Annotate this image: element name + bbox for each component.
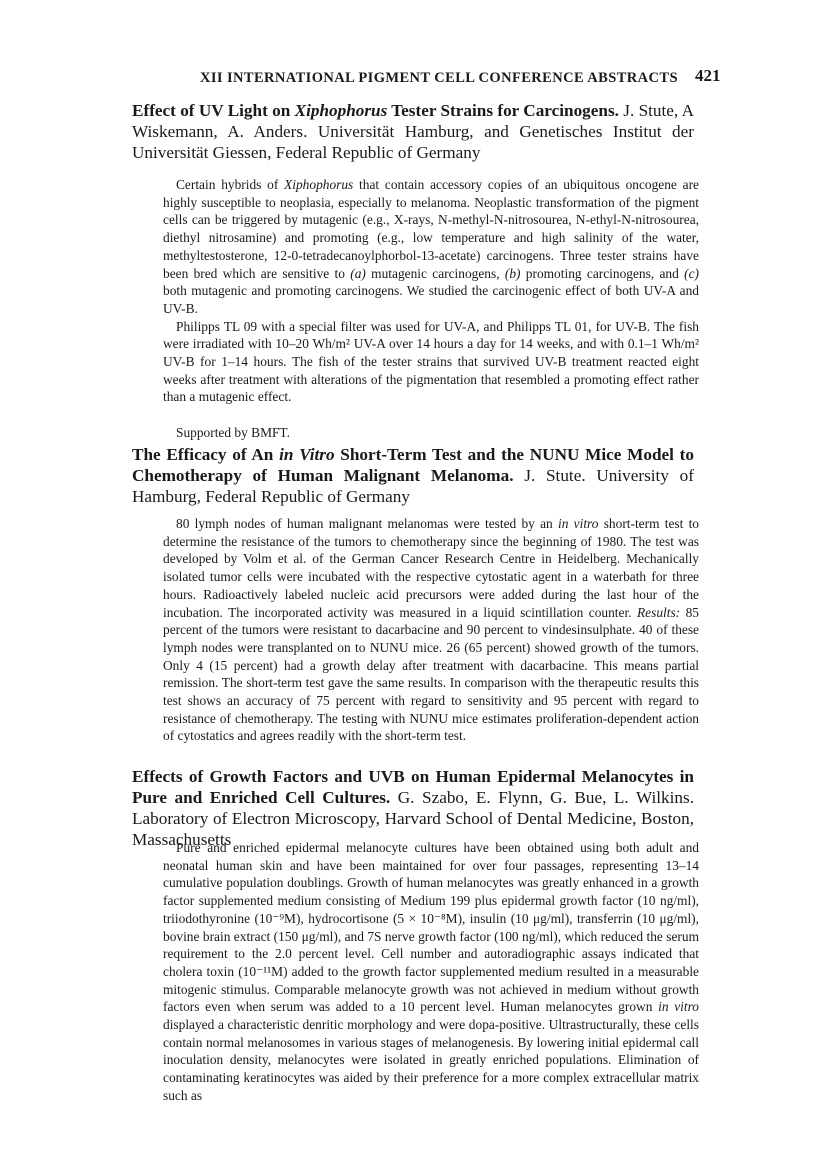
italic-run: Xiphophorus bbox=[284, 177, 354, 192]
italic-run: (b) bbox=[504, 265, 521, 281]
abstract-1-title-italic: Xiphophorus bbox=[294, 101, 388, 120]
abstract-2-title-italic: in Vitro bbox=[279, 445, 335, 464]
text-run: displayed a characteristic denritic morphology and were dopa-positive. Ultrastructurally, these cells contain normal melanosomes in various stages of melanogenesis. By lowering initial epidermal call inoculation density, melanocytes were isolated in greatly enriched populations. Elimination of contaminating keratinocytes was aided by their preference for a more complex extracellular matrix such as bbox=[163, 1017, 699, 1103]
italic-run: Results: bbox=[637, 604, 681, 620]
abstract-2-title bbox=[132, 444, 694, 507]
abstract-1-title-part-b: Tester Strains for Carcinogens. bbox=[387, 101, 619, 120]
abstract-3-title-text: Effects of Growth Factors and UVB on Human Epidermal Melanocytes in Pure and Enriched Cell Cultures. bbox=[132, 767, 694, 807]
text-run: promoting carcinogens, and bbox=[520, 265, 685, 281]
text-run: Pure and enriched epidermal melanocyte cultures have been obtained using both adult and neonatal human skin and have been maintained for over four passages, representing 13–14 cumulative population doublings. Growth of human melanocytes was greatly enhanced in a growth factor supplemented medium consisting of Medium 199 plus epidermal growth factor (10 ng/ml), triiodothyronine (10⁻⁹M), hydrocortisone (5 × 10⁻⁸M), insulin (10 μg/ml), transferrin (10 μg/ml), bovine brain extract (150 μg/ml), and 7S nerve growth factor (100 ng/ml), which reduced the serum requirement to the 2.0 percent level. Cell number and autoradiographic assays indicated that cholera toxin (10⁻¹¹M) added to the growth factor supplemented medium resulted in a measurable mitogenic stimulus. Comparable melanocyte growth was not achieved in medium without growth factors even when serum was added to a 10 percent level. Human melanocytes grown bbox=[163, 840, 699, 1015]
abstract-1-support: Supported by BMFT. bbox=[176, 425, 290, 441]
abstract-1-title-part-a: Effect of UV Light on bbox=[132, 101, 295, 120]
abstract-1-body bbox=[163, 176, 699, 442]
abstract-1-paragraph-1 bbox=[163, 176, 699, 318]
abstract-3-title bbox=[132, 766, 694, 850]
text-run: mutagenic carcinogens, bbox=[365, 265, 505, 281]
text-run: Certain hybrids of bbox=[176, 177, 285, 192]
abstract-1-title bbox=[132, 100, 694, 163]
abstract-3-body bbox=[163, 839, 699, 1105]
abstract-2-paragraph-1 bbox=[163, 515, 699, 745]
abstract-3-paragraph-1 bbox=[163, 839, 699, 1105]
italic-run: in vitro bbox=[658, 999, 700, 1015]
text-run: that contain accessory copies of an ubiquitous oncogene are highly susceptible to neoplasia, especially to melanoma. Neoplastic transformation of the pigment cells can be triggered by mutagenic (e.g., X-rays, N-methyl-N-nitrosourea, N-ethyl-N-nitrosourea, diethyl nitrosamine) and promoting (e.g., low temperature and high salinity of the water, methyltestosterone, 12-0-tetradecanoylphorbol-13-acetate) carcinogens. Three tester strains have been bred which are sensitive to bbox=[163, 177, 699, 281]
text-run: short-term test to determine the resistance of the tumors to chemotherapy since the beginning of 1980. The test was developed by Volm et al. of the German Cancer Research Centre in Heidelberg. Mechanically isolated tumor cells were incubated with the respective cytostatic agent in a waterbath for three hours. Radioactively labeled nucleic acid precursors were added during the last hour of the incubation. The incorporated activity was measured in a liquid scintillation counter. bbox=[163, 516, 700, 620]
italic-run: in vitro bbox=[558, 516, 599, 531]
abstract-1-authors: J. Stute, A Wiskemann, A. Anders. Universität Hamburg, and Genetisches Institut der Universität Giessen, Federal Republic of Germany bbox=[132, 101, 694, 162]
abstract-2-body bbox=[163, 515, 699, 745]
abstract-2-title-part-b: Short-Term Test and the NUNU Mice Model to Chemotherapy of Human Malignant Melanoma. bbox=[132, 445, 694, 485]
running-head: XII INTERNATIONAL PIGMENT CELL CONFERENCE ABSTRACTS bbox=[200, 70, 678, 86]
page-number: 421 bbox=[695, 66, 721, 85]
text-run: 85 percent of the tumors were resistant to dacarbacine and 90 percent to vindesinsulphate. 40 of these lymph nodes were transplanted on to NUNU mice. 26 (65 percent) showed growth of the tumors. Only 4 (15 percent) had a growth delay after treatment with dacarbacine. This means partial remission. The short-term test gave the same results. In comparison with the therapeutic results this test shows an accuracy of 75 percent with regard to sensitivity and 95 percent with regard to resistance of chemotherapy. The testing with NUNU mice estimates proliferation-dependent action of cytostatics and agrees readily with the short-term test. bbox=[163, 604, 699, 744]
abstract-3-authors: G. Szabo, E. Flynn, G. Bue, L. Wilkins. Laboratory of Electron Microscopy, Harvard School of Dental Medicine, Boston, Massachusetts bbox=[132, 788, 694, 849]
abstract-1-paragraph-2: Philipps TL 09 with a special filter was used for UV-A, and Philipps TL 01, for UV-B. The fish were irradiated with 10–20 Wh/m² UV-A over 14 hours a day for 14 weeks, and with 0.1–1 Wh/m² UV-B for 1–14 hours. The fish of the tester strains that survived UV-B treatment reacted eight weeks after treatment with alterations of the pigmentation that resembled a promoting effect rather than a mutagenic effect. bbox=[163, 318, 699, 405]
text-run: 80 lymph nodes of human malignant melanomas were tested by an bbox=[176, 516, 558, 531]
italic-run: (a) bbox=[350, 265, 366, 281]
abstract-2-title-part-a: The Efficacy of An bbox=[132, 445, 280, 464]
text-run: both mutagenic and promoting carcinogens. We studied the carcinogenic effect of both UV-A and UV-B. bbox=[163, 283, 699, 316]
italic-run: (c) bbox=[684, 265, 699, 281]
abstract-2-authors: J. Stute. University of Hamburg, Federal Republic of Germany bbox=[132, 466, 694, 506]
